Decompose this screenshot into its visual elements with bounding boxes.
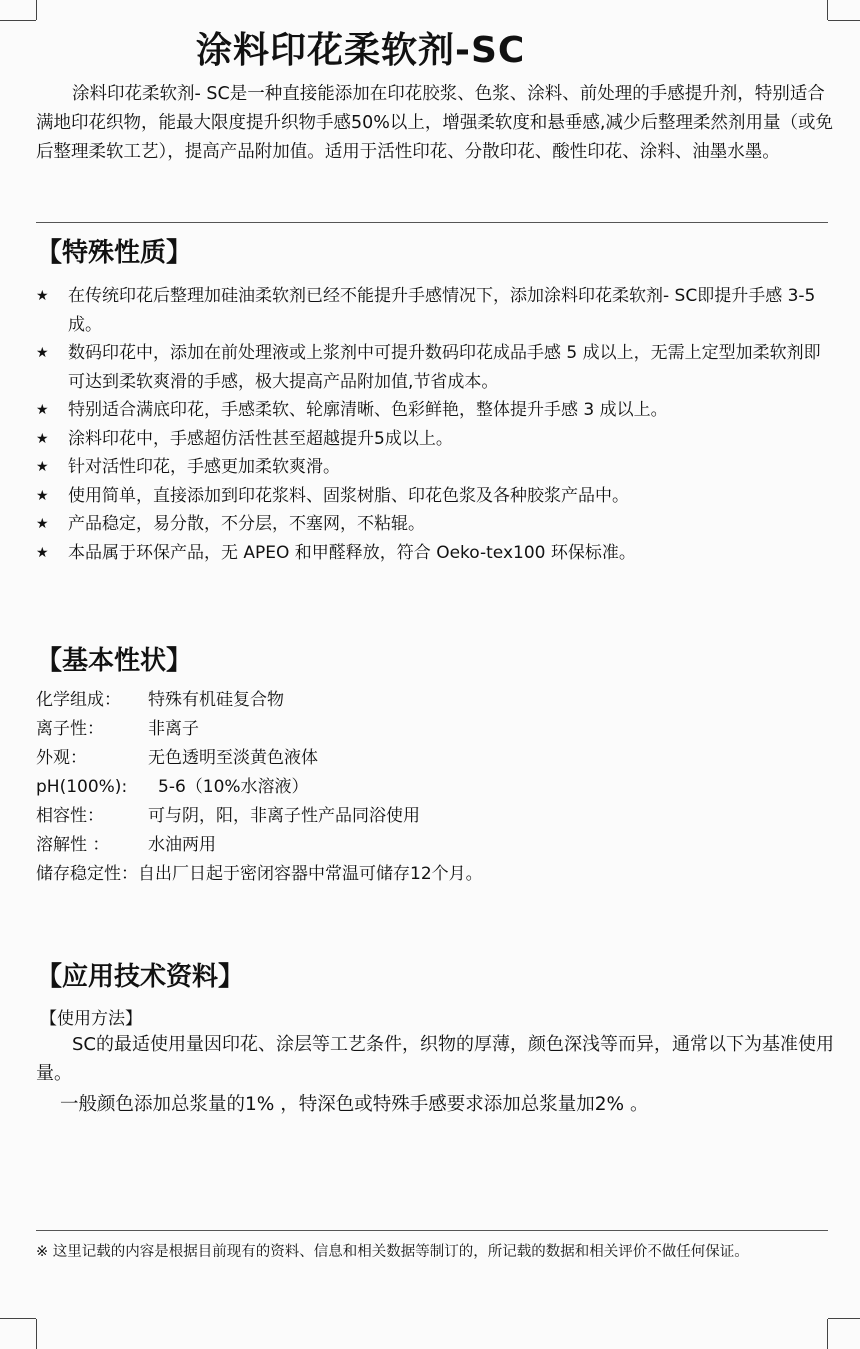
property-row [36, 744, 483, 773]
star-icon: ★ [36, 402, 49, 418]
list-item: ★ 数码印花中，添加在前处理液或上浆剂中可提升数码印花成品手感 5 成以上，无需上定型加柔软剂即可达到柔软爽滑的手感，极大提高产品附加值,节省成本。 [36, 339, 836, 396]
property-value: 特殊有机硅复合物 [148, 690, 284, 710]
property-value: 5-6（10%水溶液） [158, 777, 309, 797]
disclaimer-footnote: ※ 这里记载的内容是根据目前现有的资料、信息和相关数据等制订的，所记载的数据和相关评价不做任何保证。 [36, 1244, 749, 1260]
section-heading-properties: 【基本性状】 [36, 646, 193, 676]
property-value: 非离子 [148, 719, 199, 739]
list-item: ★ 特别适合满底印花，手感柔软、轮廓清晰、色彩鲜艳，整体提升手感 3 成以上。 [36, 396, 836, 425]
property-value: 水油两用 [148, 835, 216, 855]
divider [36, 222, 828, 223]
property-row [36, 773, 483, 802]
feature-list [36, 282, 836, 567]
property-row [36, 715, 483, 744]
document-title: 涂料印花柔软剂-SC [196, 30, 526, 71]
crop-mark [827, 0, 828, 20]
property-row [36, 686, 483, 715]
star-icon: ★ [36, 459, 49, 475]
dosage-paragraph: 一般颜色添加总浆量的1% ，特深色或特殊手感要求添加总浆量加2% 。 [60, 1094, 649, 1115]
crop-mark [827, 1319, 828, 1349]
property-label: 溶解性 ： [36, 835, 110, 855]
property-row [36, 860, 483, 889]
crop-mark [828, 20, 860, 21]
star-icon: ★ [36, 487, 49, 504]
intro-paragraph: 涂料印花柔软剂- SC是一种直接能添加在印花胶浆、色浆、涂料、前处理的手感提升剂，特别适合满地印花织物，能最大限度提升织物手感50%以上，增强柔软度和悬垂感,减少后整理柔然剂用量（或免后整理柔软工艺），提高产品附加值。适用于活性印花、分散印花、酸性印花、涂料、油墨水墨。 [36, 84, 833, 162]
list-item: ★ 产品稳定，易分散，不分层，不塞网，不粘辊。 [36, 510, 836, 539]
star-icon: ★ [36, 516, 49, 532]
list-item: ★ 在传统印花后整理加硅油柔软剂已经不能提升手感情况下，添加涂料印花柔软剂- SC即提升手感 3-5 成。 [36, 282, 836, 339]
usage-paragraph: SC的最适使用量因印花、涂层等工艺条件，织物的厚薄，颜色深浅等而异，通常以下为基准使用量。 [36, 1034, 834, 1084]
property-value: 自出厂日起于密闭容器中常温可储存12个月。 [138, 864, 483, 884]
property-label: 外观： [36, 748, 87, 768]
list-item: ★ 针对活性印花，手感更加柔软爽滑。 [36, 453, 836, 482]
crop-mark [828, 1318, 860, 1319]
property-label: 化学组成： [36, 690, 121, 710]
property-row [36, 802, 483, 831]
property-label: 储存稳定性： [36, 864, 138, 884]
crop-mark [0, 1318, 36, 1319]
list-item: ★ 涂料印花中，手感超仿活性甚至超越提升5成以上。 [36, 425, 836, 454]
property-value: 可与阴，阳，非离子性产品同浴使用 [148, 806, 420, 826]
properties-table [36, 686, 483, 889]
property-value: 无色透明至淡黄色液体 [148, 748, 318, 768]
crop-mark [0, 20, 36, 21]
section-heading-features: 【特殊性质】 [36, 238, 193, 268]
property-label: 离子性： [36, 719, 104, 739]
star-icon: ★ [36, 288, 49, 304]
crop-mark [36, 0, 37, 20]
star-icon: ★ [36, 430, 49, 447]
crop-mark [36, 1319, 37, 1349]
usage-text [36, 1030, 836, 1119]
star-icon: ★ [36, 345, 49, 361]
usage-subheading: 【使用方法】 [40, 1009, 142, 1029]
property-row [36, 831, 483, 860]
list-item: ★ 使用简单，直接添加到印花浆料、固浆树脂、印花色浆及各种胶浆产品中。 [36, 482, 836, 511]
list-item: ★ 本品属于环保产品，无 APEO 和甲醛释放，符合 Oeko-tex100 环保标准。 [36, 539, 836, 568]
property-label: 相容性： [36, 806, 104, 826]
divider [36, 1230, 828, 1231]
section-heading-application: 【应用技术资料】 [36, 962, 245, 992]
property-label: pH(100%): [36, 777, 128, 797]
star-icon: ★ [36, 544, 49, 561]
